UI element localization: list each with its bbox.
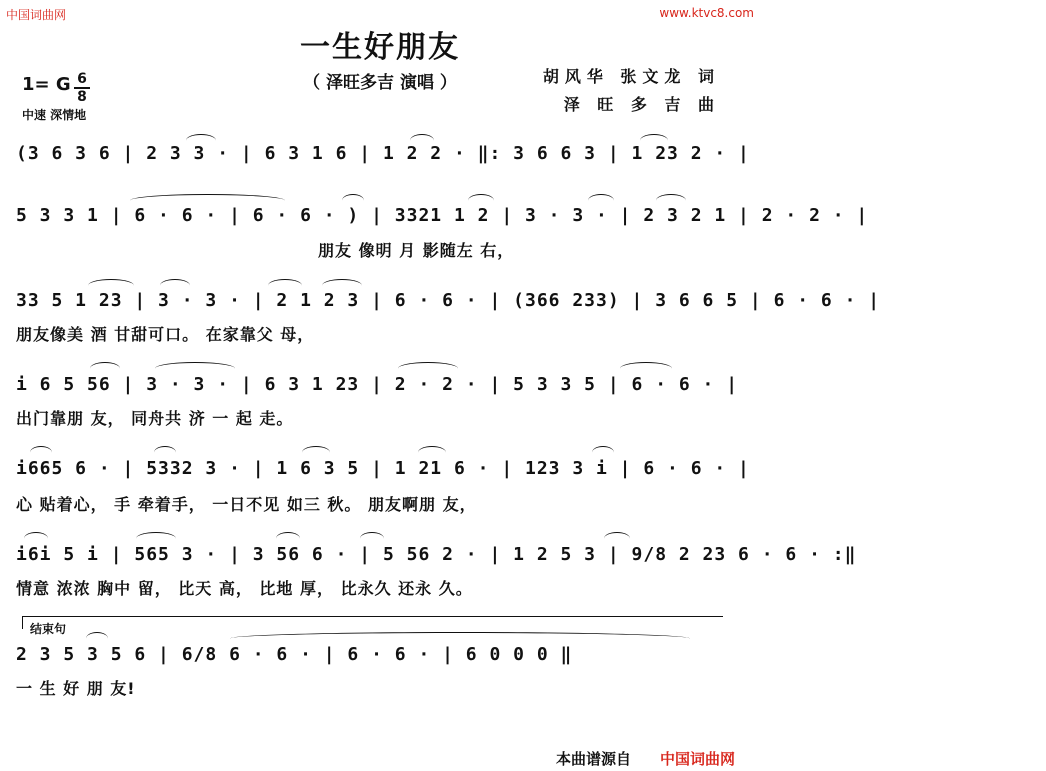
- slur-mark: [302, 446, 330, 459]
- slur-mark: [186, 134, 216, 147]
- slur-mark: [30, 446, 52, 459]
- slur-mark: [155, 362, 235, 375]
- lyric-line-6: 情意 浓浓 胸中 留， 比天 高， 比地 厚， 比永久 还永 久。: [16, 579, 473, 598]
- slur-mark: [418, 446, 446, 459]
- notation-line-1: (3 6 3 6 | 2 3 3 · | 6 3 1 6 | 1 2 2 · ‖: 3 6 6 3 | 1 23 2 · |: [16, 143, 750, 164]
- watermark-right: www.ktvc8.com: [659, 6, 754, 20]
- key-signature: 1= G: [22, 74, 71, 95]
- meter-top: 6: [77, 71, 87, 87]
- slur-mark: [398, 362, 458, 375]
- lyric-line-7: 一 生 好 朋 友!: [16, 679, 136, 698]
- slur-mark: [230, 632, 690, 645]
- slur-mark: [24, 532, 48, 545]
- slur-mark: [468, 194, 494, 207]
- performer-line: （ 泽旺多吉 演唱 ）: [303, 73, 457, 93]
- slur-mark: [86, 632, 108, 645]
- watermark-left: 中国词曲网: [6, 8, 67, 22]
- notation-line-5: i665 6 · | 5332 3 · | 1 6 3 5 | 1 21 6 · | 123 3 i | 6 · 6 · |: [16, 458, 750, 479]
- slur-mark: [160, 279, 190, 292]
- notation-line-7: 2 3 5 3 5 6 | 6/8 6 · 6 · | 6 · 6 · | 6 0 0 0 ‖: [16, 644, 573, 665]
- slur-mark: [268, 279, 302, 292]
- ending-bracket: [22, 616, 723, 629]
- notation-line-6: i6i 5 i | 565 3 · | 3 56 6 · | 5 56 2 · | 1 2 5 3 | 9/8 2 23 6 · 6 · :‖: [16, 544, 857, 565]
- slur-mark: [130, 194, 285, 207]
- lyric-line-5: 心 贴着心， 手 牵着手， 一日不见 如三 秋。 朋友啊朋 友，: [16, 495, 477, 514]
- slur-mark: [276, 532, 300, 545]
- footer-site-name: 中国词曲网: [660, 750, 736, 768]
- slur-mark: [604, 532, 630, 545]
- notation-line-4: i 6 5 56 | 3 · 3 · | 6 3 1 23 | 2 · 2 · | 5 3 3 5 | 6 · 6 · |: [16, 374, 739, 395]
- song-title: 一生好朋友: [300, 30, 460, 65]
- notation-line-2: 5 3 3 1 | 6 · 6 · | 6 · 6 · ) | 3321 1 2 | 3 · 3 · | 2 3 2 1 | 2 · 2 · |: [16, 205, 869, 226]
- slur-mark: [322, 279, 362, 292]
- slur-mark: [620, 362, 672, 375]
- meter-bottom: 8: [77, 89, 87, 105]
- ending-label: 结束句: [30, 622, 67, 636]
- slur-mark: [88, 279, 134, 292]
- composer-credit: 泽 旺 多 吉 曲: [563, 95, 720, 114]
- slur-mark: [136, 532, 176, 545]
- slur-mark: [360, 532, 384, 545]
- lyric-line-4: 出门靠朋 友， 同舟共 济 一 起 走。: [16, 409, 294, 428]
- time-signature: [74, 72, 90, 104]
- slur-mark: [154, 446, 176, 459]
- notation-line-3: 33 5 1 23 | 3 · 3 · | 2 1 2 3 | 6 · 6 · | (366 233) | 3 6 6 5 | 6 · 6 · |: [16, 290, 881, 311]
- slur-mark: [588, 194, 614, 207]
- slur-mark: [342, 194, 364, 207]
- lyricist-credit: 胡风华 张文龙 词: [542, 67, 720, 86]
- lyric-line-3: 朋友像美 酒 甘甜可口。 在家靠父 母，: [16, 325, 315, 344]
- tempo-marking: 中速 深情地: [22, 108, 87, 122]
- lyric-line-2: 朋友 像明 月 影随左 右，: [318, 241, 515, 260]
- footer-source-label: 本曲谱源自: [556, 750, 632, 768]
- slur-mark: [592, 446, 614, 459]
- slur-mark: [656, 194, 686, 207]
- slur-mark: [90, 362, 120, 375]
- slur-mark: [410, 134, 434, 147]
- slur-mark: [640, 134, 668, 147]
